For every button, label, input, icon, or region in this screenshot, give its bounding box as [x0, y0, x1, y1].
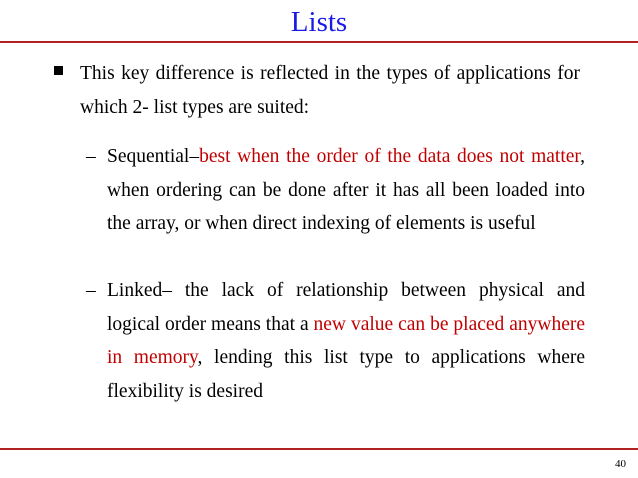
linked-highlight: new value can be placed anywhere in memory	[107, 313, 585, 368]
sequential-rest: , when ordering can be done after it has all been loaded into the array, or when direct indexing of elements is useful	[107, 146, 585, 234]
linked-lead: Linked– the lack of relationship between physical and logical order means that a	[107, 280, 585, 335]
linked-rest: , lending this list type to applications where flexibility is desired	[107, 347, 585, 402]
sequential-highlight: best when the order of the data does not matter	[199, 146, 581, 167]
sub-bullet-linked	[107, 274, 585, 408]
footer-divider	[0, 448, 638, 450]
title-divider	[0, 41, 638, 43]
sub-bullet-dash: –	[86, 280, 96, 301]
page-number: 40	[615, 458, 626, 470]
square-bullet-icon	[54, 66, 63, 75]
bullet-text: This key difference is reflected in the types of applications for which 2- list types are suited:	[80, 63, 580, 118]
slide-title: Lists	[290, 6, 348, 38]
sub-bullet-dash: –	[86, 146, 96, 167]
sequential-lead: Sequential–	[107, 146, 200, 167]
sub-bullet-sequential	[107, 140, 585, 241]
